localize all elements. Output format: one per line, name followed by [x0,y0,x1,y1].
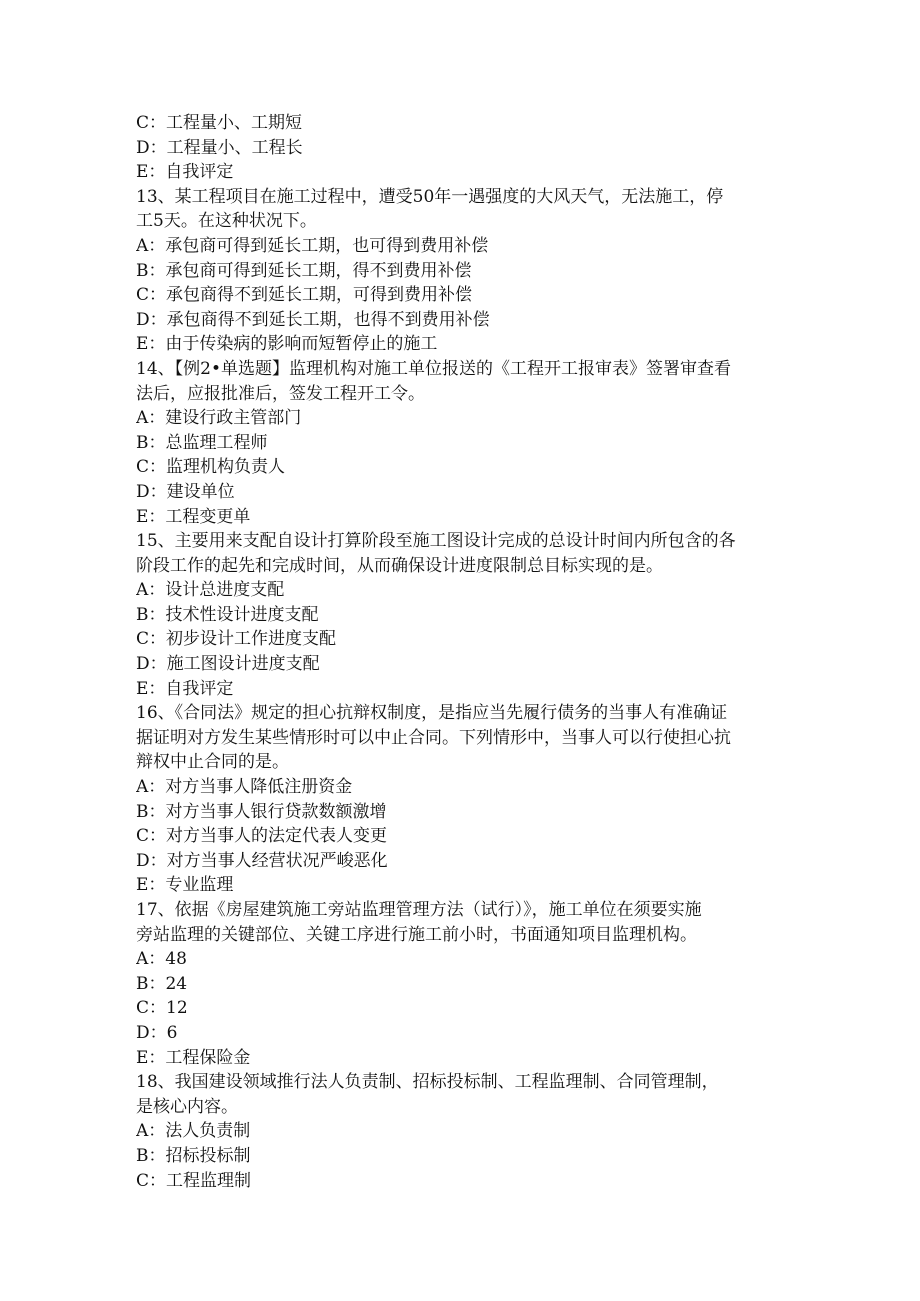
text-line: C：对方当事人的法定代表人变更 [136,826,388,847]
text-line: 阶段工作的起先和完成时间，从而确保设计进度限制总目标实现的是。 [136,555,663,576]
text-line: B：总监理工程师 [136,432,268,453]
text-line: E：工程变更单 [136,506,251,527]
text-line: 14、【例2•单选题】监理机构对施工单位报送的《工程开工报审表》签署审查看 [136,358,731,379]
text-line: 旁站监理的关键部位、关键工序进行施工前小时，书面通知项目监理机构。 [136,924,697,945]
text-line: E：工程保险金 [136,1047,251,1068]
text-line: C：工程量小、工期短 [136,113,303,133]
text-line: E：专业监理 [136,875,234,896]
text-line: D：对方当事人经营状况严峻恶化 [136,850,388,871]
text-line: C：承包商得不到延长工期，可得到费用补偿 [136,285,473,306]
text-line: D：6 [136,1022,178,1043]
text-line: 据证明对方发生某些情形时可以中止合同。下列情形中，当事人可以行使担心抗 [136,727,731,748]
text-line: D：承包商得不到延长工期，也得不到费用补偿 [136,309,490,330]
text-line: B：招标投标制 [136,1145,251,1166]
text-line: B：技术性设计进度支配 [136,604,319,625]
text-line: E：由于传染病的影响而短暂停止的施工 [136,334,438,355]
text-line: 18、我国建设领域推行法人负责制、招标投标制、工程监理制、合同管理制， [136,1072,719,1093]
text-line: C：工程监理制 [136,1170,252,1191]
text-line: 工5天。在这种状况下。 [136,211,317,232]
text-line: A：法人负责制 [136,1121,251,1142]
text-line: D：工程量小、工程长 [136,137,303,158]
text-line: B：24 [136,973,188,994]
text-line: C：初步设计工作进度支配 [136,629,337,650]
text-line: A：设计总进度支配 [136,580,285,601]
text-line: E：自我评定 [136,678,234,699]
text-line: E：自我评定 [136,162,234,183]
text-line: 17、依据《房屋建筑施工旁站监理管理方法（试行）》，施工单位在须要实施 [136,900,702,920]
text-line: D：建设单位 [136,481,235,502]
text-line: C：监理机构负责人 [136,457,286,478]
text-line: B：对方当事人银行贷款数额激增 [136,801,387,822]
text-line: A：对方当事人降低注册资金 [136,777,353,798]
text-line: 辩权中止合同的是。 [136,752,289,773]
text-line: A：48 [136,949,187,970]
document-body [136,111,786,1193]
text-line: A：建设行政主管部门 [136,408,302,429]
text-line: 16、《合同法》规定的担心抗辩权制度，是指应当先履行债务的当事人有准确证 [136,703,728,724]
text-line: D：施工图设计进度支配 [136,654,320,675]
text-line: C：12 [136,998,188,1019]
text-line: 法后，应报批准后，签发工程开工令。 [136,383,425,404]
text-line: 是核心内容。 [136,1096,238,1117]
text-line: A：承包商可得到延长工期，也可得到费用补偿 [136,235,489,256]
text-line: 15、主要用来支配自设计打算阶段至施工图设计完成的总设计时间内所包含的各 [136,531,736,552]
text-line: 13、某工程项目在施工过程中，遭受50年一遇强度的大风天气，无法施工，停 [136,186,724,207]
text-line: B：承包商可得到延长工期，得不到费用补偿 [136,260,472,281]
